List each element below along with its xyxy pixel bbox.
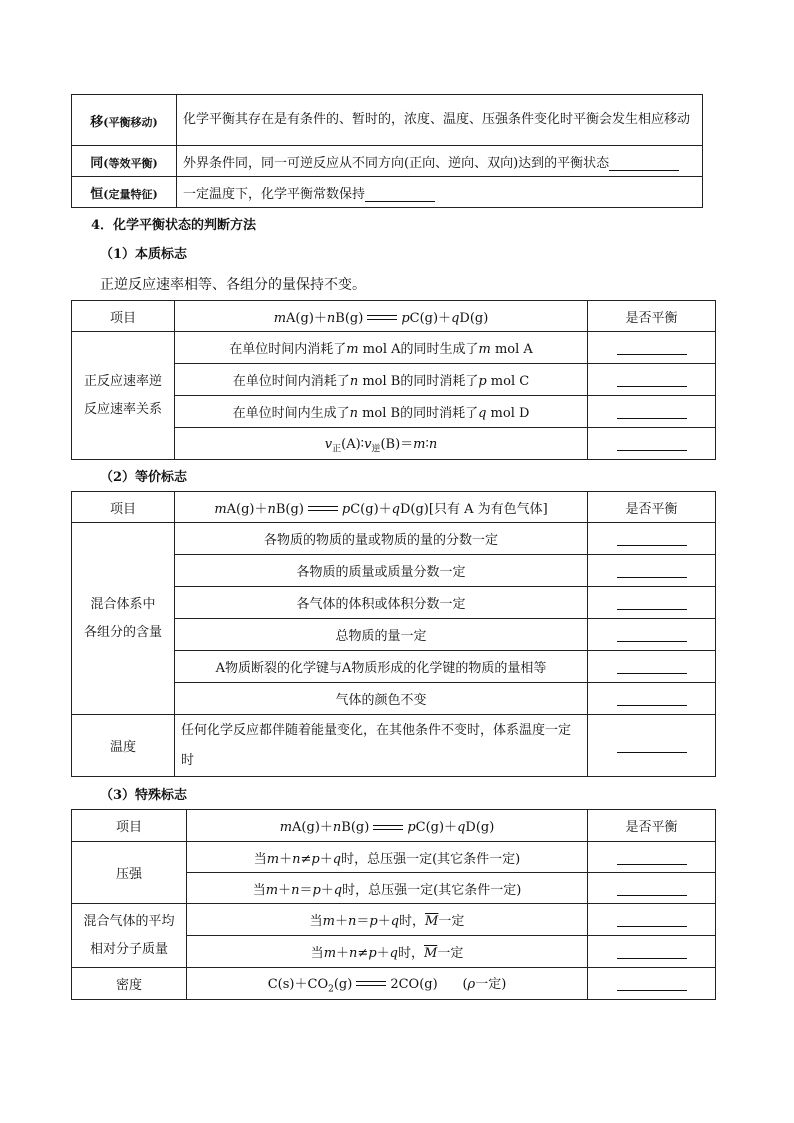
temperature-text: 任何化学反应都伴随着能量变化，在其他条件不变时，体系温度一定时 (175, 715, 588, 777)
answer-cell (588, 619, 716, 651)
answer-cell (588, 715, 716, 777)
answer-blank[interactable] (617, 628, 687, 642)
answer-blank[interactable] (617, 851, 687, 865)
answer-cell (588, 523, 716, 555)
answer-blank[interactable] (617, 532, 687, 546)
header-result: 是否平衡 (588, 492, 716, 523)
condition-row: 在单位时间内消耗了m mol A的同时生成了m mol A (175, 332, 588, 364)
key-label: 同 (90, 155, 104, 171)
answer-blank[interactable] (617, 564, 687, 578)
answer-blank[interactable] (617, 882, 687, 896)
answer-cell (588, 587, 716, 619)
header-result: 是否平衡 (588, 810, 716, 842)
answer-blank[interactable] (617, 913, 687, 927)
header-result: 是否平衡 (588, 301, 716, 332)
condition-row: 气体的颜色不变 (175, 683, 588, 715)
answer-blank[interactable] (617, 405, 687, 419)
density-label: 密度 (72, 968, 187, 1000)
answer-cell (588, 968, 716, 1000)
pressure-label: 压强 (72, 842, 187, 904)
header-item: 项目 (72, 810, 187, 842)
subsection-1-title: （1）本质标志 (100, 247, 188, 262)
answer-blank[interactable] (617, 437, 687, 451)
row-text-constant (177, 177, 703, 208)
header-equation: mA(g)＋nB(g) pC(g)＋qD(g) (187, 810, 588, 842)
molar-mass-label (72, 904, 187, 968)
row-key-constant (72, 177, 177, 208)
answer-blank[interactable] (617, 977, 687, 991)
answer-cell (588, 683, 716, 715)
equilibrium-arrow-icon (367, 314, 397, 322)
row-text: 一定温度下，化学平衡常数保持 (183, 186, 366, 202)
condition-row: 在单位时间内消耗了n mol B的同时消耗了p mol C (175, 364, 588, 396)
section-title: 4．化学平衡状态的判断方法 (91, 218, 257, 233)
header-item: 项目 (72, 492, 175, 523)
row-text: 外界条件同，同一可逆反应从不同方向(正向、逆向、双向)达到的平衡状态 (183, 155, 610, 171)
answer-cell (588, 936, 716, 968)
answer-cell (588, 364, 716, 396)
header-item: 项目 (72, 301, 175, 332)
key-label: 移 (90, 114, 104, 130)
condition-row: 当m＋n＝p＋q时，$\overline{M}$一定 (187, 904, 588, 936)
answer-cell (588, 842, 716, 873)
equilibrium-arrow-icon (308, 505, 338, 513)
condition-row: 当m＋n≠p＋q时，$\overline{M}$一定 (187, 936, 588, 968)
key-note: (等效平衡) (103, 156, 158, 170)
temperature-label: 温度 (72, 715, 175, 777)
intro-text: 正逆反应速率相等、各组分的量保持不变。 (100, 277, 366, 293)
answer-blank[interactable] (617, 373, 687, 387)
answer-cell (588, 873, 716, 904)
subsection-3-title: （3）特殊标志 (100, 788, 188, 803)
condition-row: 当m＋n≠p＋q时，总压强一定(其它条件一定) (187, 842, 588, 873)
density-equation: $C(s)+CO_2(g)$ 2CO(g) (ρ一定) (187, 968, 588, 1000)
answer-blank[interactable] (617, 660, 687, 674)
table-essential-signs (71, 300, 716, 460)
row-text-move (177, 95, 703, 146)
condition-row: 在单位时间内生成了n mol B的同时消耗了q mol D (175, 396, 588, 428)
molar-mass-label-line1: 混合气体的平均 (83, 913, 175, 929)
answer-blank[interactable] (609, 157, 679, 171)
table-equivalent-signs (71, 491, 716, 777)
answer-blank[interactable] (617, 692, 687, 706)
header-equation: mA(g)＋nB(g) pC(g)＋qD(g) (175, 301, 588, 332)
group-label: 混合体系中 各组分的含量 (72, 523, 175, 715)
condition-row: 当m＋n＝p＋q时，总压强一定(其它条件一定) (187, 873, 588, 904)
answer-blank[interactable] (365, 188, 435, 202)
answer-cell (588, 332, 716, 364)
answer-cell (588, 396, 716, 428)
key-label: 恒 (90, 186, 104, 202)
top-table (71, 94, 703, 208)
answer-cell (588, 428, 716, 460)
table-special-signs (71, 809, 716, 1000)
answer-blank[interactable] (617, 945, 687, 959)
header-equation: mA(g)＋nB(g) pC(g)＋qD(g)[只有 A 为有色气体] (175, 492, 588, 523)
equilibrium-arrow-icon (373, 824, 403, 832)
row-text: 化学平衡其存在是有条件的、暂时的，浓度、温度、压强条件变化时平衡会发生相应移动 (183, 112, 691, 127)
condition-row: $v_正(A)∶v_逆(B)=m∶n$ (175, 428, 588, 460)
key-note: (平衡移动) (103, 115, 158, 129)
condition-row: 总物质的量一定 (175, 619, 588, 651)
answer-blank[interactable] (617, 739, 687, 753)
condition-row: 各物质的物质的量或物质的量的分数一定 (175, 523, 588, 555)
answer-blank[interactable] (617, 341, 687, 355)
answer-cell (588, 555, 716, 587)
condition-row: 各物质的质量或质量分数一定 (175, 555, 588, 587)
row-key-same (72, 146, 177, 177)
key-note: (定量特征) (103, 187, 158, 201)
group-label: 正反应速率逆 反应速率关系 (72, 332, 175, 460)
answer-cell (588, 904, 716, 936)
condition-row: 各气体的体积或体积分数一定 (175, 587, 588, 619)
row-key-move (72, 95, 177, 146)
row-text-same (177, 146, 703, 177)
answer-blank[interactable] (617, 596, 687, 610)
equilibrium-arrow-icon (356, 980, 386, 988)
condition-row: A物质断裂的化学键与A物质形成的化学键的物质的量相等 (175, 651, 588, 683)
answer-cell (588, 651, 716, 683)
subsection-2-title: （2）等价标志 (100, 470, 188, 485)
molar-mass-label-line2: 相对分子质量 (89, 941, 168, 957)
